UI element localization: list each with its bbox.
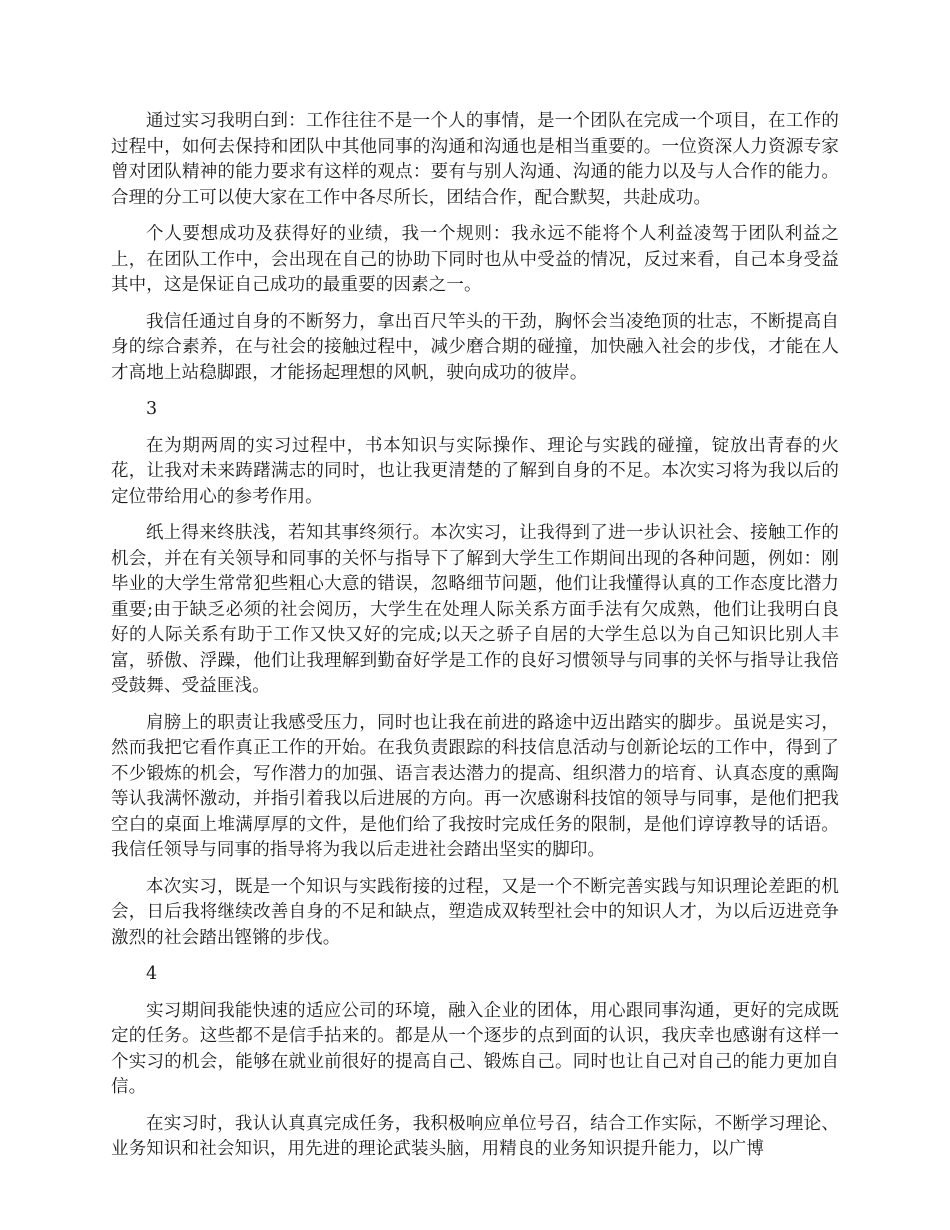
paragraph-teamwork: 通过实习我明白到：工作往往不是一个人的事情，是一个团队在完成一个项目，在工作的过程中，如何去保持和团队中其他同事的沟通和沟通也是相当重要的。一位资深人力资源专家曾对团队精神的能力要求有这样的观点：要有与别人沟通、沟通的能力以及与人合作的能力。合理的分工可以使大家在工作中各尽所长，团结合作，配合默契，共赴成功。 <box>111 111 839 208</box>
paragraph-self-effort: 我信任通过自身的不断努力，拿出百尺竿头的干劲，胸怀会当凌绝顶的壮志，不断提高自身的综合素养，在与社会的接触过程中，减少磨合期的碰撞，加快融入社会的步伐，才能在人才高地上站稳脚跟，才能扬起理想的风帆，驶向成功的彼岸。 <box>111 311 839 383</box>
paragraph-two-week-internship: 在为期两周的实习过程中，书本知识与实际操作、理论与实践的碰撞，锭放出青春的火花，让我对未来踌躇满志的同时，也让我更清楚的了解到自身的不足。本次实习将为我以后的定位带给用心的参考作用。 <box>111 435 839 507</box>
paragraph-responsibility: 肩膀上的职责让我感受压力，同时也让我在前进的路途中迈出踏实的脚步。虽说是实习，然而我把它看作真正工作的开始。在我负责跟踪的科技信息活动与创新论坛的工作中，得到了不少锻炼的机会，写作潜力的加强、语言表达潜力的提高、组织潜力的培育、认真态度的熏陶等认我满怀激动，并指引着我以后进展的方向。再一次感谢科技馆的领导与同事，是他们把我空白的桌面上堆满厚厚的文件，是他们给了我按时完成任务的限制，是他们谆谆教导的话语。我信任领导与同事的指导将为我以后走进社会踏出坚实的脚印。 <box>111 712 839 860</box>
paragraph-during-internship: 在实习时，我认认真真完成任务，我积极响应单位号召，结合工作实际，不断学习理论、业务知识和社会知识，用先进的理论武装头脑，用精良的业务知识提升能力，以广博 <box>111 1113 839 1159</box>
section-number-4: 4 <box>146 964 158 984</box>
paragraph-knowledge-practice: 本次实习，既是一个知识与实践衔接的过程，又是一个不断完善实践与知识理论差距的机会，日后我将继续改善自身的不足和缺点，塑造成双转型社会中的知识人才，为以后迈进竞争激烈的社会踏出铿锵的步伐。 <box>111 876 839 948</box>
section-number-3: 3 <box>146 399 158 419</box>
paragraph-adaptation: 实习期间我能快速的适应公司的环境，融入企业的团体，用心跟同事沟通，更好的完成既定的任务。这些都不是信手拈来的。都是从一个逐步的点到面的认识，我庆幸也感谢有这样一个实习的机会，能够在就业前很好的提高自己、锻炼自己。同时也让自己对自己的能力更加自信。 <box>111 1000 839 1097</box>
paragraph-personal-success: 个人要想成功及获得好的业绩，我一个规则：我永远不能将个人利益凌驾于团队利益之上，在团队工作中，会出现在自己的协助下同时也从中受益的情况，反过来看，自己本身受益其中，这是保证自己成功的最重要的因素之一。 <box>111 224 839 295</box>
document-body <box>111 109 839 1174</box>
paragraph-practice: 纸上得来终肤浅，若知其事终须行。本次实习，让我得到了进一步认识社会、接触工作的机会，并在有关领导和同事的关怀与指导下了解到大学生工作期间出现的各种问题，例如：刚毕业的大学生常常犯些粗心大意的错误，忽略细节问题，他们让我懂得认真的工作态度比潜力重要;由于缺乏必须的社会阅历，大学生在处理人际关系方面手法有欠成熟，他们让我明白良好的人际关系有助于工作又快又好的完成;以天之骄子自居的大学生总以为自己知识比别人丰富，骄傲、浮躁，他们让我理解到勤奋好学是工作的良好习惯领导与同事的关怀与指导让我倍受鼓舞、受益匪浅。 <box>111 523 839 696</box>
